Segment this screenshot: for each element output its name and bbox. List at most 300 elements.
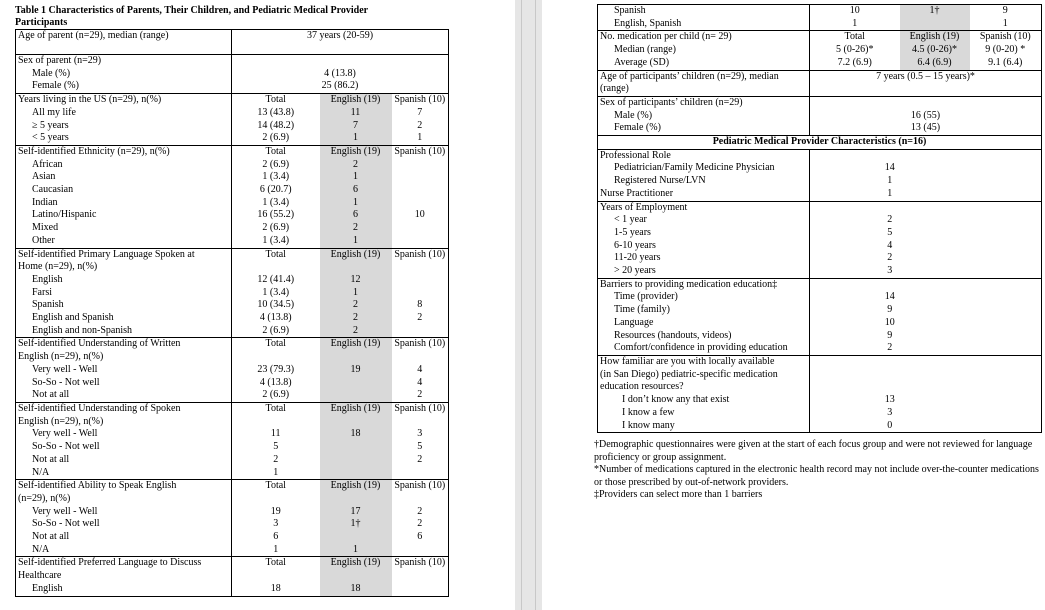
table-row [598,175,1042,188]
row-label: Mixed [16,222,232,235]
row-label: Not at all [16,454,232,467]
row-label: < 1 year [598,214,810,227]
provider-count: 5 [887,226,893,238]
value-spanish: 2 [417,518,423,530]
value-english: 1 [320,544,392,557]
table-row [16,235,449,248]
section-label-cont: English (n=29), n(%) [16,351,232,364]
provider-count: 13 [884,394,895,406]
row-label: Average (SD) [598,57,810,70]
value-total: 6 (20.7) [259,184,292,196]
blank [970,265,1042,278]
value-total: 1 [273,466,279,478]
value-spanish: 2 [417,453,423,465]
table-row [16,518,449,531]
value-english: 12 [320,274,392,287]
row-label: English, Spanish [598,18,810,31]
value-spanish: 9 [1002,5,1008,16]
col-total: Total [232,557,320,570]
value-total: 1 [852,17,858,29]
value-total: 11 [270,428,281,440]
section-label-cont: (n=29), n(%) [16,493,232,506]
value-english: 6.4 (6.9) [900,57,970,70]
col-total: Total [232,338,320,351]
table-row [16,132,449,145]
value-english: 2 [320,325,392,338]
col-spanish: Spanish (10) [392,145,449,158]
table-row [16,454,449,467]
blank [810,201,970,214]
value-spanish: 3 [417,428,423,440]
span-value: 4 (13.8) [324,67,356,79]
document-page-right [542,0,1045,610]
value-total: 5 [273,441,279,453]
provider-count: 10 [884,316,895,328]
value-english: 17 [320,506,392,519]
footnote-asterisk: *Number of medications captured in the electronic health record may not include over-the-counter medications or those prescribed by out-of-network providers. [594,464,1039,488]
table-row [598,420,1042,433]
value-total: 1 (3.4) [262,196,290,208]
section-label-cont: Home (n=29), n(%) [16,261,232,274]
value-spanish: 7 [417,106,423,118]
blank [810,355,970,368]
table-title: Table 1 Characteristics of Parents, Their Children, and Pediatric Medical Provider Participants [15,5,369,28]
value-total: 1 [273,543,279,555]
table-row [598,355,1042,368]
row-label: I know many [598,420,810,433]
col-english: English (19) [320,402,392,415]
blank [970,420,1042,433]
value-english [320,389,392,402]
table-row [16,325,449,338]
table-row [598,317,1042,330]
value-total: 2 (6.9) [262,132,290,144]
col-english: English (19) [320,145,392,158]
col-total: Total [232,145,320,158]
table-row [16,428,449,441]
row-label: > 20 years [598,265,810,278]
row-label: Female (%) [598,122,810,135]
value-spanish: 10 [414,209,425,221]
blank [232,570,320,583]
value-spanish [392,222,449,235]
table-row [16,351,449,364]
table-row [16,493,449,506]
span-value [232,55,449,68]
value-english: 1 [320,171,392,184]
value-total: 2 (6.9) [262,158,290,170]
row-label: Registered Nurse/LVN [598,175,810,188]
provider-count: 1 [887,175,893,187]
value-spanish [392,235,449,248]
row-label: Not at all [16,531,232,544]
table-row [598,83,1042,96]
value-total: 23 (79.3) [257,363,295,375]
value-total: 19 [270,505,281,517]
characteristics-table-right [597,4,1042,433]
col-spanish: Spanish (10) [392,557,449,570]
value-english: 1† [900,5,970,18]
value-total: 1 (3.4) [262,286,290,298]
row-label: N/A [16,467,232,480]
table-row [16,248,449,261]
value-english: 6 [320,184,392,197]
value-total: 2 (6.9) [262,324,290,336]
row-label: Female (%) [16,80,232,93]
table-row [16,583,449,596]
row-label: Other [16,235,232,248]
blank [970,201,1042,214]
value-total: 10 (34.5) [257,299,295,311]
table-row [598,330,1042,343]
table-row [598,18,1042,31]
col-spanish: Spanish (10) [392,480,449,493]
table-row [598,265,1042,278]
blank [970,342,1042,355]
blank [320,351,392,364]
blank [970,149,1042,162]
table-row [16,184,449,197]
section-label: Self-identified Primary Language Spoken at [16,248,232,261]
table-row [598,227,1042,240]
row-label: Age of parent (n=29), median (range) [16,30,232,55]
table-row [598,136,1042,150]
row-label: Language [598,317,810,330]
blank [392,493,449,506]
table-row [16,222,449,235]
blank [970,304,1042,317]
value-total: 4 (13.8) [259,376,292,388]
provider-count: 0 [887,419,893,431]
section-label: How familiar are you with locally available [598,355,810,368]
blank [392,570,449,583]
table-row [16,570,449,583]
provider-section-header: Pediatric Medical Provider Characteristics (n=16) [598,136,1042,150]
blank [970,240,1042,253]
blank [970,214,1042,227]
col-total: Total [232,402,320,415]
row-label: I don’t know any that exist [598,394,810,407]
value-english [900,18,970,31]
provider-count: 9 [887,304,893,316]
table-row [598,291,1042,304]
row-label: N/A [16,544,232,557]
value-total: 16 (55.2) [257,209,295,221]
row-label: So-So - Not well [16,518,232,531]
value-total: 6 [273,531,279,543]
table-row [598,96,1042,109]
value-spanish [392,325,449,338]
row-label: Asian [16,171,232,184]
table-row [16,506,449,519]
table-row [598,188,1042,201]
value-english: 18 [320,583,392,596]
value-english: 11 [320,107,392,120]
section-label-cont: (range) [598,83,810,96]
section-label: Self-identified Ability to Speak English [16,480,232,493]
blank [970,188,1042,201]
characteristics-table-left [15,29,449,597]
table-row [16,209,449,222]
row-label: Indian [16,197,232,210]
row-label: 11-20 years [598,252,810,265]
value-english: 2 [320,222,392,235]
table-row [16,416,449,429]
table-row [16,107,449,120]
col-total: Total [232,480,320,493]
section-label: No. medication per child (n= 29) [598,31,810,44]
table-row [16,80,449,93]
value-english [320,441,392,454]
value-spanish [392,467,449,480]
row-label: Caucasian [16,184,232,197]
value-english: 2 [320,299,392,312]
row-label: Comfort/confidence in providing education [598,342,810,355]
blank [810,149,970,162]
table-row [16,261,449,274]
blank [232,351,320,364]
blank [320,493,392,506]
blank [810,381,970,394]
row-label: Latino/Hispanic [16,209,232,222]
col-english: English (19) [320,557,392,570]
section-label-cont: (in San Diego) pediatric-specific medication [598,369,810,382]
row-label: Male (%) [598,110,810,123]
table-row [598,70,1042,83]
value-english: 2 [320,159,392,172]
provider-count: 14 [884,162,895,174]
table-row [598,278,1042,291]
table-row [16,120,449,133]
blank [320,261,392,274]
table-row [16,94,449,107]
col-english: English (19) [320,94,392,107]
value-total: 4 (13.8) [259,312,292,324]
table-row [16,467,449,480]
table-row [16,68,449,81]
table-row [598,162,1042,175]
blank [970,252,1042,265]
blank [970,291,1042,304]
row-label: Very well - Well [16,428,232,441]
row-label: English and Spanish [16,312,232,325]
row-label: English [16,274,232,287]
section-label-cont: English (n=29), n(%) [16,416,232,429]
row-label: African [16,159,232,172]
provider-count: 14 [884,291,895,303]
row-label: Median (range) [598,44,810,57]
value-spanish [392,274,449,287]
value-english: 1† [320,518,392,531]
value-english: 6 [320,209,392,222]
row-label: So-So - Not well [16,377,232,390]
section-label: Sex of participants’ children (n=29) [598,96,810,109]
table-row [16,171,449,184]
table-row [598,394,1042,407]
row-label: ≥ 5 years [16,120,232,133]
section-label-cont: education resources? [598,381,810,394]
blank [320,570,392,583]
span-value: 25 (86.2) [321,80,359,92]
blank [970,162,1042,175]
row-label: 6-10 years [598,240,810,253]
row-label: 1-5 years [598,227,810,240]
blank [392,351,449,364]
table-row [16,480,449,493]
value-english: 1 [320,287,392,300]
col-total: Total [232,248,320,261]
table-row [16,30,449,55]
value-english: 18 [320,428,392,441]
value-spanish: 9 (0-20) * [985,44,1026,56]
table-row [598,407,1042,420]
section-label: Professional Role [598,149,810,162]
value-total: 10 [849,5,860,16]
provider-count: 3 [887,265,893,277]
blank [970,369,1042,382]
span-value: 7 years (0.5 – 15 years)* [810,70,1042,83]
section-label: Years living in the US (n=29), n(%) [16,94,232,107]
table-row [598,31,1042,44]
span-value: 16 (55) [910,109,941,121]
value-spanish [392,197,449,210]
provider-count: 9 [887,329,893,341]
section-label: Years of Employment [598,201,810,214]
section-label: Self-identified Ethnicity (n=29), n(%) [16,145,232,158]
value-english: 2 [320,312,392,325]
value-total: 1 (3.4) [262,234,290,246]
table-row [598,252,1042,265]
col-spanish: Spanish (10) [392,94,449,107]
value-total: 13 (43.8) [257,106,295,118]
value-spanish: 9.1 (6.4) [988,56,1023,68]
blank [810,278,970,291]
blank [320,416,392,429]
value-spanish: 2 [417,119,423,131]
section-label: Self-identified Understanding of Written [16,338,232,351]
blank [232,493,320,506]
row-label: Spanish [598,5,810,18]
blank [970,227,1042,240]
page-gutter [515,0,542,610]
value-english: 1 [320,132,392,145]
col-english: English (19) [320,338,392,351]
value-total: 2 (6.9) [262,222,290,234]
table-row [16,287,449,300]
value-spanish [392,184,449,197]
table-row [598,214,1042,227]
table-row [598,44,1042,57]
value-english [320,454,392,467]
table-row [16,299,449,312]
table-row [16,364,449,377]
value-english [320,377,392,390]
table-row [598,369,1042,382]
table-row [598,201,1042,214]
table-row [598,240,1042,253]
blank [392,416,449,429]
col-spanish: Spanish (10) [392,338,449,351]
value-spanish: 1 [1002,17,1008,29]
blank [392,261,449,274]
table-row [598,122,1042,135]
table-row [598,57,1042,70]
row-label: I know a few [598,407,810,420]
col-spanish: Spanish (10) [970,31,1042,44]
value-total: 5 (0-26)* [836,44,874,56]
row-label: English [16,583,232,596]
row-label: Spanish [16,299,232,312]
row-label: < 5 years [16,132,232,145]
value-total: 14 (48.2) [257,119,295,131]
span-value: 13 (45) [910,122,941,134]
value-spanish [392,583,449,596]
row-label: Resources (handouts, videos) [598,330,810,343]
value-spanish: 5 [417,441,423,453]
blank [970,330,1042,343]
section-label: Age of participants’ children (n=29), median [598,70,810,83]
section-label-cont: Healthcare [16,570,232,583]
blank [970,355,1042,368]
table-row [16,312,449,325]
table-row [16,557,449,570]
table-row [598,342,1042,355]
col-english: English (19) [320,248,392,261]
value-english: 7 [320,120,392,133]
provider-count: 1 [887,187,893,199]
blank [970,394,1042,407]
table-row [16,544,449,557]
table-row [16,441,449,454]
table-row [16,402,449,415]
value-english [320,531,392,544]
table-row [16,389,449,402]
row-label: Nurse Practitioner [598,188,810,201]
value-english: 19 [320,364,392,377]
value-english: 1 [320,235,392,248]
row-label: Not at all [16,389,232,402]
blank [810,96,1042,109]
row-label: So-So - Not well [16,441,232,454]
row-label: Very well - Well [16,364,232,377]
blank [810,83,1042,96]
value-spanish: 4 [417,376,423,388]
value-total: 3 [273,518,279,530]
col-total: Total [232,94,320,107]
document-page-left [0,0,515,610]
blank [970,317,1042,330]
value-total: 18 [270,582,281,594]
table-row [16,197,449,210]
table-row [598,381,1042,394]
section-label: Self-identified Preferred Language to Discuss [16,557,232,570]
value-english [320,467,392,480]
row-label: Farsi [16,287,232,300]
table-row [598,304,1042,317]
table-row [16,55,449,68]
table-row [16,531,449,544]
value-spanish: 1 [417,132,423,144]
row-label: English and non-Spanish [16,325,232,338]
blank [970,278,1042,291]
row-label: Male (%) [16,68,232,81]
value-spanish: 2 [417,389,423,401]
table-row [16,338,449,351]
value-total: 2 (6.9) [262,389,290,401]
value-total: 2 [273,453,279,465]
table-row [16,159,449,172]
col-total: Total [810,31,900,44]
